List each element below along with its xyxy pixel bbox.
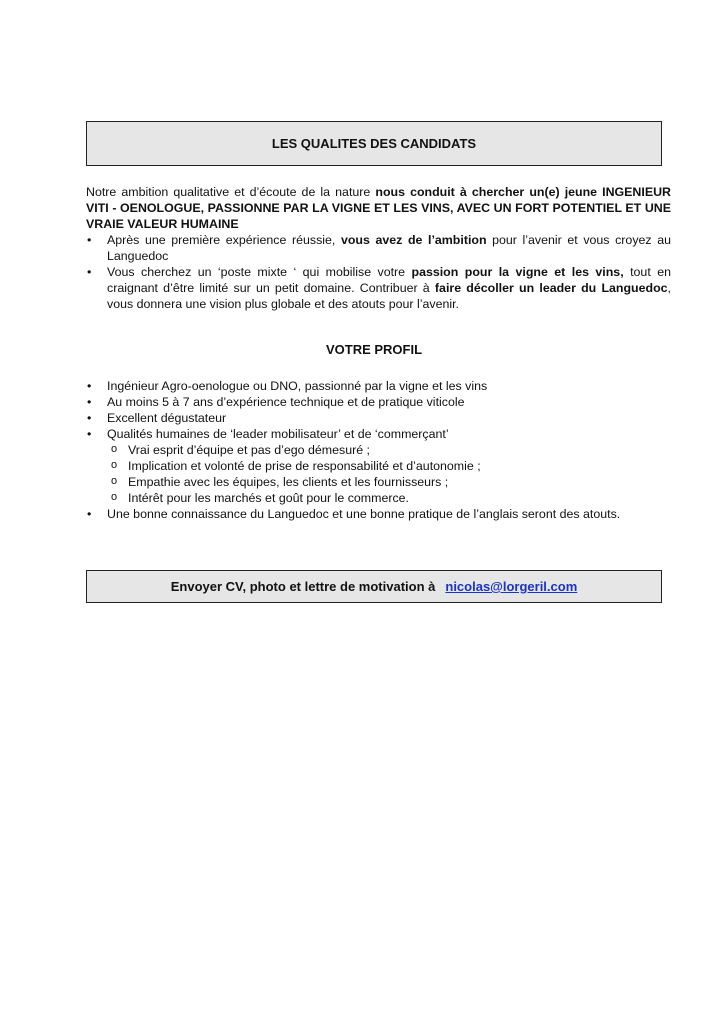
section-title-box (86, 121, 662, 166)
section-title: LES QUALITES DES CANDIDATS (271, 136, 477, 151)
profile-list-end (86, 506, 671, 522)
profile-heading: VOTRE PROFIL (325, 342, 423, 357)
list-item: • Vous cherchez un ‘poste mixte ‘ qui mobilise votre passion pour la vigne et les vins, tout en craignant d’être limité sur un petit domaine. Contribuer à faire décoller un leader du Languedoc, vous donnera une vision plus globale et des atouts pour l’avenir. (86, 264, 671, 312)
sub-list-item: o Vrai esprit d’équipe et pas d’ego démesuré ; (86, 442, 671, 458)
email-link[interactable]: nicolas@lorgeril.com (445, 579, 578, 594)
sub-list-item: o Intérêt pour les marchés et goût pour le commerce. (86, 490, 671, 506)
list-item: • Ingénieur Agro-oenologue ou DNO, passionné par la vigne et les vins (86, 378, 671, 394)
list-item: • Au moins 5 à 7 ans d’expérience technique et de pratique viticole (86, 394, 671, 410)
list-item: • Après une première expérience réussie, vous avez de l’ambition pour l’avenir et vous croyez au Languedoc (86, 232, 671, 264)
sub-list-item: o Empathie avec les équipes, les clients et les fournisseurs ; (86, 474, 671, 490)
intro-paragraph: Notre ambition qualitative et d’écoute de la nature nous conduit à chercher un(e) jeune INGENIEUR VITI - OENOLOGUE, PASSIONNE PAR LA VIGNE ET LES VINS, AVEC UN FORT POTENTIEL ET UNE VRAIE VALEUR HUMAINE (86, 185, 671, 231)
profile-list (86, 378, 671, 442)
contact-box (86, 570, 662, 603)
sub-list-item: o Implication et volonté de prise de responsabilité et d’autonomie ; (86, 458, 671, 474)
qualities-list (86, 232, 671, 312)
list-item: • Excellent dégustateur (86, 410, 671, 426)
human-qualities-sublist (86, 442, 671, 506)
intro-bold-text: nous conduit à chercher un(e) jeune INGENIEUR VITI - OENOLOGUE, PASSIONNE PAR LA VIGNE ET LES VINS, AVEC UN FORT POTENTIEL ET UNE VRAIE VALEUR HUMAINE (86, 185, 671, 231)
candidate-qualities-section (86, 184, 671, 312)
list-item: • Une bonne connaissance du Languedoc et une bonne pratique de l’anglais seront des atouts. (86, 506, 671, 522)
contact-text: Envoyer CV, photo et lettre de motivation à (170, 579, 436, 594)
list-item: • Qualités humaines de ‘leader mobilisateur’ et de ‘commerçant’ (86, 426, 671, 442)
profile-section (86, 378, 671, 522)
